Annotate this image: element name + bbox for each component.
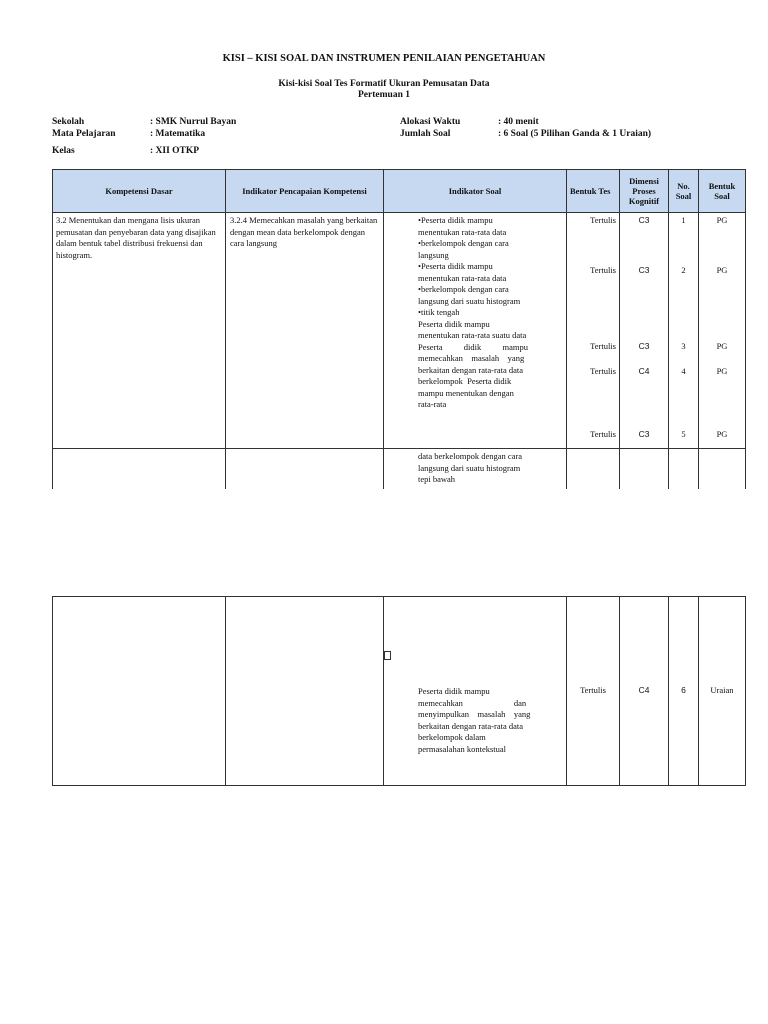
kelas-label: Kelas bbox=[52, 146, 75, 156]
bentuk-soal-cell bbox=[699, 213, 746, 449]
dimensi-cell bbox=[620, 213, 669, 449]
indikator-line: •berkelompok dengan cara bbox=[418, 238, 509, 248]
header-no-soal: No. Soal bbox=[669, 170, 699, 213]
dimensi-3: C3 bbox=[638, 341, 650, 351]
sekolah-value: : SMK Nurrul Bayan bbox=[150, 117, 237, 127]
table-row-continuation bbox=[53, 449, 746, 489]
indikator-line: tepi bawah bbox=[418, 474, 456, 484]
exam-info bbox=[400, 116, 651, 140]
indikator-continuation-cell bbox=[384, 449, 567, 489]
bentuk-tes-2: Tertulis bbox=[590, 265, 616, 275]
indikator-line: mampu menentukan dengan bbox=[418, 387, 514, 398]
dimensi-1: C3 bbox=[638, 215, 650, 225]
dimensi-6: C4 bbox=[620, 597, 669, 786]
document-subtitle: Kisi-kisi Soal Tes Formatif Ukuran Pemusatan Data bbox=[278, 79, 490, 89]
no-soal-6: 6 bbox=[669, 597, 699, 786]
empty-cell bbox=[567, 449, 620, 489]
kisi-kisi-table-page-2 bbox=[52, 596, 746, 786]
dimensi-2: C3 bbox=[638, 265, 650, 275]
header-indikator-soal: Indikator Soal bbox=[384, 170, 567, 213]
waktu-label: Alokasi Waktu bbox=[400, 117, 461, 127]
mapel-label: Mata Pelajaran bbox=[52, 129, 116, 139]
indikator-cell-6 bbox=[384, 597, 567, 786]
indikator-line: •berkelompok dengan cara bbox=[418, 284, 509, 294]
indikator-line: Peserta didik mampu bbox=[418, 686, 490, 696]
bentuk-tes-4: Tertulis bbox=[590, 366, 616, 376]
jumlah-label: Jumlah Soal bbox=[400, 129, 451, 139]
meeting-label: Pertemuan 1 bbox=[358, 90, 410, 100]
indikator-cell bbox=[384, 213, 567, 449]
waktu-value: : 40 menit bbox=[498, 117, 539, 127]
empty-cell bbox=[53, 449, 226, 489]
table-row bbox=[53, 597, 746, 786]
sekolah-label: Sekolah bbox=[52, 117, 85, 127]
no-soal-3: 3 bbox=[681, 341, 686, 351]
dimensi-5: C3 bbox=[638, 429, 650, 439]
no-soal-4: 4 bbox=[681, 366, 686, 376]
indikator-line: memecahkan dan bbox=[418, 697, 527, 708]
ipk-cell: 3.2.4 Memecahkan masalah yang berkaitan dengan mean data berkelompok dengan cara langsung bbox=[226, 213, 384, 449]
indikator-line: •titik tengah bbox=[418, 307, 460, 317]
empty-cell bbox=[226, 597, 384, 786]
empty-cell bbox=[669, 449, 699, 489]
empty-cell bbox=[699, 449, 746, 489]
kisi-kisi-table bbox=[52, 169, 746, 489]
indikator-line: Peserta didik mampu bbox=[418, 318, 490, 329]
indikator-line: langsung dari suatu histogram bbox=[418, 462, 521, 473]
kelas-value: : XII OTKP bbox=[150, 146, 200, 156]
header-dimensi: Dimensi Proses Kognitif bbox=[620, 170, 669, 213]
kd-cell: 3.2 Menentukan dan mengana lisis ukuran pemusatan dan penyebaran data yang disajikan dalam bentuk tabel distribusi frekuensi dan histogram. bbox=[53, 213, 226, 449]
empty-cell bbox=[226, 449, 384, 489]
bentuk-tes-cell bbox=[567, 213, 620, 449]
dimensi-4: C4 bbox=[638, 366, 650, 376]
bentuk-soal-2: PG bbox=[716, 265, 728, 275]
header-ipk: Indikator Pencapaian Kompetensi bbox=[226, 170, 384, 213]
bentuk-tes-6: Tertulis bbox=[567, 597, 620, 786]
indikator-line: memecahkan masalah yang bbox=[418, 353, 525, 363]
indikator-line: langsung bbox=[418, 249, 449, 260]
school-info bbox=[52, 116, 236, 157]
empty-cell bbox=[620, 449, 669, 489]
no-soal-5: 5 bbox=[681, 429, 686, 439]
indikator-line: berkaitan dengan rata-rata data bbox=[418, 720, 524, 731]
checkbox-icon bbox=[384, 651, 391, 660]
indikator-line: menyimpulkan masalah yang bbox=[418, 709, 531, 719]
indikator-line: •Peserta didik mampu bbox=[418, 215, 493, 225]
bentuk-soal-3: PG bbox=[716, 341, 728, 351]
indikator-line: berkelompok Peserta didik bbox=[418, 376, 512, 386]
indikator-line: Peserta didik mampu bbox=[418, 341, 529, 352]
bentuk-tes-1: Tertulis bbox=[590, 215, 616, 225]
indikator-line: permasalahan kontekstual bbox=[418, 743, 507, 754]
indikator-line: data berkelompok dengan cara bbox=[418, 451, 523, 461]
indikator-line: menentukan rata-rata data bbox=[418, 226, 507, 237]
no-soal-cell bbox=[669, 213, 699, 449]
indikator-line: menentukan rata-rata data bbox=[418, 272, 507, 283]
indikator-line: •Peserta didik mampu bbox=[418, 261, 493, 271]
no-soal-1: 1 bbox=[681, 215, 686, 225]
indikator-line: berkelompok dalam bbox=[418, 732, 486, 742]
header-bentuk-soal: Bentuk Soal bbox=[699, 170, 746, 213]
jumlah-value: : 6 Soal (5 Pilihan Ganda & 1 Uraian) bbox=[498, 129, 652, 139]
bentuk-soal-6: Uraian bbox=[699, 597, 746, 786]
bentuk-tes-3: Tertulis bbox=[590, 341, 616, 351]
bentuk-soal-4: PG bbox=[716, 366, 728, 376]
header-bentuk-tes: Bentuk Tes bbox=[567, 170, 620, 213]
indikator-line: langsung dari suatu histogram bbox=[418, 295, 521, 306]
bentuk-soal-1: PG bbox=[716, 215, 728, 225]
mapel-value: : Matematika bbox=[150, 129, 206, 139]
bentuk-tes-5: Tertulis bbox=[590, 429, 616, 439]
empty-cell bbox=[53, 597, 226, 786]
header-kompetensi-dasar: Kompetensi Dasar bbox=[53, 170, 226, 213]
indikator-line: menentukan rata-rata suatu data bbox=[418, 330, 527, 340]
indikator-line: berkaitan dengan rata-rata data bbox=[418, 364, 524, 375]
document-title: KISI – KISI SOAL DAN INSTRUMEN PENILAIAN PENGETAHUAN bbox=[222, 53, 546, 64]
indikator-line: rata-rata bbox=[418, 399, 447, 409]
bentuk-soal-5: PG bbox=[716, 429, 728, 439]
table-row bbox=[53, 213, 746, 449]
no-soal-2: 2 bbox=[681, 265, 686, 275]
